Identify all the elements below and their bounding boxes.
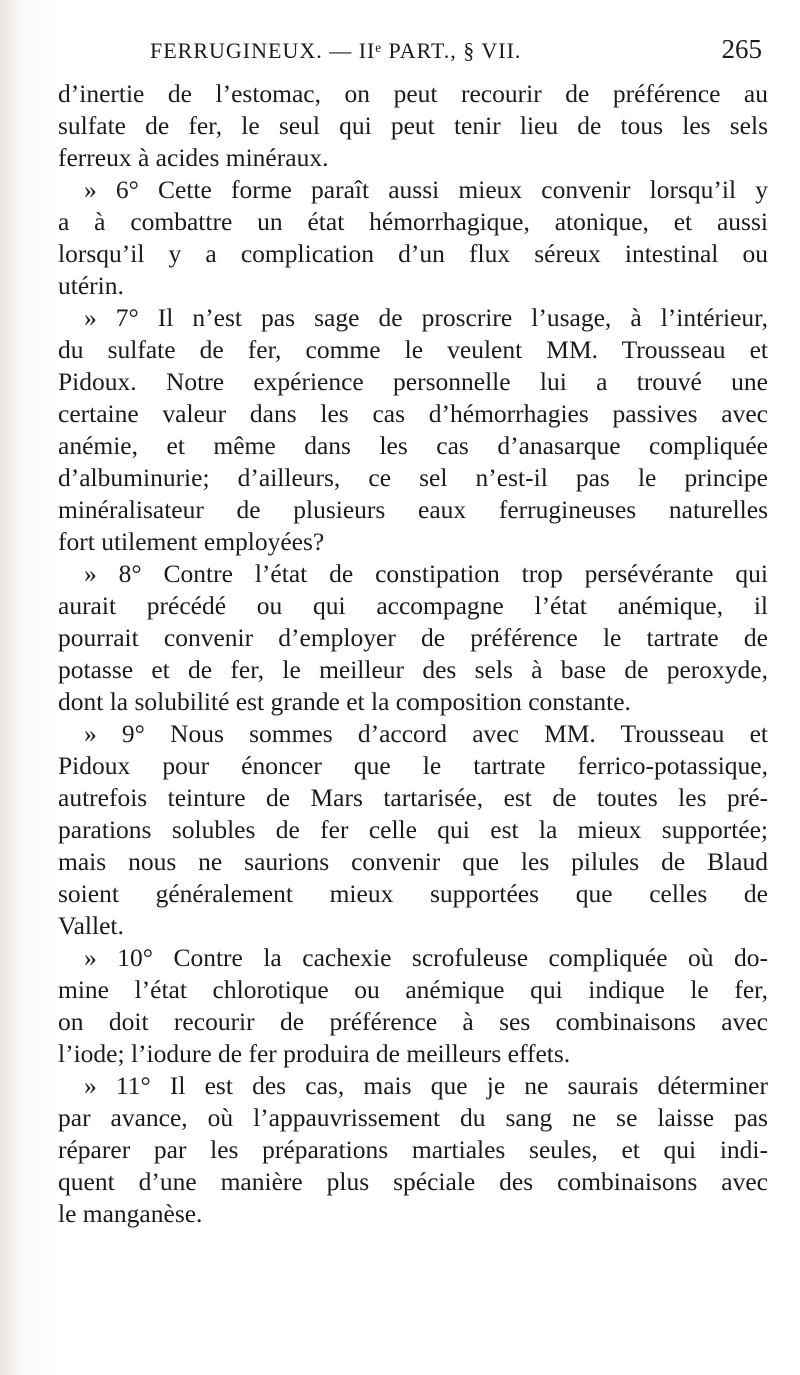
text-line: anémie, et même dans les cas d’anasarque compliquée xyxy=(58,431,768,460)
text-line: par avance, où l’appauvrissement du sang ne se laisse pas xyxy=(58,1103,768,1132)
text-line: potasse et de fer, le meilleur des sels à base de peroxyde, xyxy=(58,655,768,684)
text-line: » 9° Nous sommes d’accord avec MM. Trousseau et xyxy=(84,719,768,748)
text-line: ferreux à acides minéraux. xyxy=(58,143,329,172)
text-line: Pidoux pour énoncer que le tartrate ferrico-potassique, xyxy=(58,751,768,780)
text-line: » 6° Cette forme paraît aussi mieux convenir lorsqu’il y xyxy=(84,175,768,204)
body-text xyxy=(58,78,768,1230)
page-number: 265 xyxy=(721,34,762,64)
text-line: on doit recourir de préférence à ses combinaisons avec xyxy=(58,1007,768,1036)
text-line: » 11° Il est des cas, mais que je ne saurais déterminer xyxy=(84,1071,768,1100)
text-line: fort utilement employées? xyxy=(58,527,325,556)
text-line: pourrait convenir d’employer de préférence le tartrate de xyxy=(58,623,768,652)
text-line: le manganèse. xyxy=(58,1199,203,1228)
text-line: utérin. xyxy=(58,271,124,300)
text-line: réparer par les préparations martiales seules, et qui indi- xyxy=(58,1135,768,1164)
text-line: » 7° Il n’est pas sage de proscrire l’usage, à l’intérieur, xyxy=(84,303,768,332)
text-line: » 8° Contre l’état de constipation trop persévérante qui xyxy=(84,559,768,588)
text-line: a à combattre un état hémorrhagique, atonique, et aussi xyxy=(58,207,768,236)
text-line: autrefois teinture de Mars tartarisée, est de toutes les pré- xyxy=(58,783,768,812)
text-line: d’inertie de l’estomac, on peut recourir de préférence au xyxy=(58,79,768,108)
text-line: minéralisateur de plusieurs eaux ferrugineuses naturelles xyxy=(58,495,768,524)
running-title: FERRUGINEUX. — IIᵉ PART., § VII. xyxy=(150,38,522,63)
running-head xyxy=(150,30,762,64)
text-line: sulfate de fer, le seul qui peut tenir lieu de tous les sels xyxy=(58,111,768,140)
text-line: Vallet. xyxy=(58,911,124,940)
text-line: soient généralement mieux supportées que celles de xyxy=(58,879,768,908)
text-line: lorsqu’il y a complication d’un flux séreux intestinal ou xyxy=(58,239,768,268)
text-line: dont la solubilité est grande et la composition constante. xyxy=(58,687,631,716)
text-line: l’iode; l’iodure de fer produira de meilleurs effets. xyxy=(58,1039,571,1068)
text-line: Pidoux. Notre expérience personnelle lui a trouvé une xyxy=(58,367,768,396)
text-line: parations solubles de fer celle qui est la mieux supportée; xyxy=(58,815,768,844)
text-line: aurait précédé ou qui accompagne l’état anémique, il xyxy=(58,591,768,620)
text-line: d’albuminurie; d’ailleurs, ce sel n’est-il pas le principe xyxy=(58,463,768,492)
text-line: » 10° Contre la cachexie scrofuleuse compliquée où do- xyxy=(84,943,768,972)
text-line: mine l’état chlorotique ou anémique qui indique le fer, xyxy=(58,975,768,1004)
text-line: quent d’une manière plus spéciale des combinaisons avec xyxy=(58,1167,768,1196)
text-line: certaine valeur dans les cas d’hémorrhagies passives avec xyxy=(58,399,768,428)
text-line: mais nous ne saurions convenir que les pilules de Blaud xyxy=(58,847,768,876)
text-line: du sulfate de fer, comme le veulent MM. Trousseau et xyxy=(58,335,768,364)
